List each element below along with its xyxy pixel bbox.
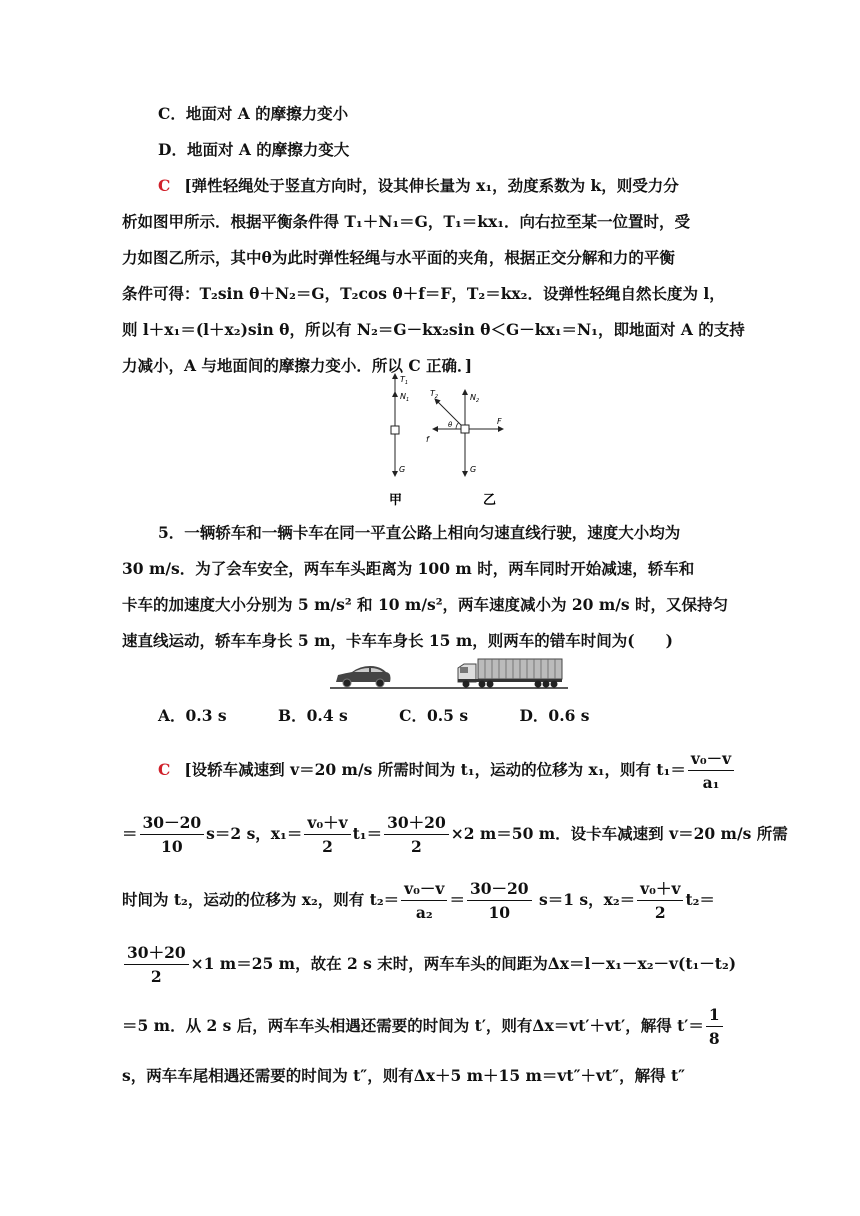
solution-4-line-1: [弹性轻绳处于竖直方向时，设其伸长量为 x₁，劲度系数为 k，则受力分 (184, 176, 679, 195)
truck-icon (458, 659, 562, 688)
fraction: $\frac{1}{8}$ (706, 1006, 723, 1048)
fraction: $\frac{30-20}{10}$ (140, 814, 205, 856)
option-c[interactable]: C．0.5 s (399, 706, 469, 725)
caption-jia: 甲 (389, 493, 403, 508)
question-5-options (158, 706, 636, 726)
solution-5-line-2: ＝ $\frac{30-20}{10}$ s＝2 s，x₁＝ $\frac{\text{v₀＋v}}{2}$ t₁＝ $\frac{30+20}{2}$ ×2 m＝50 m．设卡车减速到 v＝20 m/s 所需 (122, 813, 788, 856)
label-g-jia: G (399, 465, 406, 474)
answer-label: C (158, 176, 171, 195)
question-5-line-2: 30 m/s．为了会车安全，两车车头距离为 100 m 时，两车同时开始减速，轿车和 (122, 559, 695, 578)
solution-4-line-6: 力减小，A 与地面间的摩擦力变小．所以 C 正确．] (122, 356, 473, 375)
caption-yi: 乙 (483, 493, 497, 508)
label-f-friction: f (426, 435, 429, 444)
force-diagram (360, 372, 520, 512)
diagram-jia (389, 374, 409, 508)
solution-4-line-3: 力如图乙所示，其中θ为此时弹性轻绳与水平面的夹角，根据正交分解和力的平衡 (122, 248, 675, 267)
solution-5-line-3: 时间为 t₂，运动的位移为 x₂，则有 t₂＝ $\frac{\text{v₀－v}}{\text{a₂}}$ ＝ $\frac{30-20}{10}$ s＝1 s，x₂＝ $\frac{\text{v₀＋v}}{2}$ t₂＝ (122, 879, 715, 922)
option-d-prev: D．地面对 A 的摩擦力变大 (158, 140, 350, 159)
answer-label-5: C (158, 760, 171, 779)
solution-5-line-6: s，两车车尾相遇还需要的时间为 t″，则有Δx＋5 m＋15 m＝vt″＋vt″，解得 t″ (122, 1066, 686, 1085)
sedan-icon (336, 666, 391, 687)
solution-4-line-5: 则 l＋x₁＝(l＋x₂)sin θ，所以有 N₂＝G－kx₂sin θ＜G－kx₁＝N₁，即地面对 A 的支持 (122, 320, 745, 339)
fraction: $\frac{\text{v₀＋v}}{2}$ (637, 880, 683, 922)
fraction: $\frac{30-20}{10}$ (467, 880, 532, 922)
fraction: $\frac{30+20}{2}$ (124, 944, 189, 986)
fraction: $\frac{30+20}{2}$ (384, 814, 449, 856)
solution-5-line-5: ＝5 m．从 2 s 后，两车车头相遇还需要的时间为 t′，则有Δx＝vt′＋vt′，解得 t′＝ $\frac{1}{8}$ (122, 1004, 725, 1048)
label-t2: $T_2$ (430, 389, 439, 400)
question-5-line-3: 卡车的加速度大小分别为 5 m/s² 和 10 m/s²，两车速度减小为 20 m/s 时，又保持匀 (122, 595, 729, 614)
solution-4-line-4: 条件可得：T₂sin θ＋N₂＝G，T₂cos θ＋f＝F，T₂＝kx₂．设弹性轻绳自然长度为 l， (122, 284, 725, 303)
cars-illustration (330, 656, 570, 692)
question-5-line-4: 速直线运动，轿车车身长 5 m，卡车车身长 15 m，则两车的错车时间为( ) (122, 631, 673, 650)
label-n2: $N_2$ (470, 393, 480, 404)
label-theta: θ (448, 421, 453, 429)
solution-5-line-4: $\frac{30+20}{2}$ ×1 m＝25 m，故在 2 s 末时，两车车头的间距为Δx＝l－x₁－x₂－v(t₁－t₂) (122, 942, 736, 986)
option-c-prev: C．地面对 A 的摩擦力变小 (158, 104, 349, 123)
label-t1: $T_1$ (400, 375, 409, 386)
option-b[interactable]: B．0.4 s (278, 706, 348, 725)
solution-5-line-1: [设轿车减速到 v＝20 m/s 所需时间为 t₁，运动的位移为 x₁，则有 t₁＝ (184, 760, 686, 779)
fraction: $\frac{\text{v₀－v}}{\text{a₂}}$ (401, 880, 447, 922)
option-d[interactable]: D．0.6 s (519, 706, 590, 725)
option-a[interactable]: A．0.3 s (158, 706, 227, 725)
solution-4-line-2: 析如图甲所示．根据平衡条件得 T₁＋N₁＝G，T₁＝kx₁．向右拉至某一位置时，受 (122, 212, 691, 231)
fraction: $\frac{\text{v₀＋v}}{2}$ (304, 814, 350, 856)
fraction: $\frac{\text{v₀－v}}{\text{a₁}}$ (688, 750, 734, 792)
diagram-yi (426, 389, 503, 508)
label-n1: $N_1$ (400, 392, 410, 403)
question-5-line-1: 5．一辆轿车和一辆卡车在同一平直公路上相向匀速直线行驶，速度大小均为 (158, 523, 681, 542)
label-g-yi: G (470, 465, 477, 474)
label-f-force: F (497, 417, 502, 426)
